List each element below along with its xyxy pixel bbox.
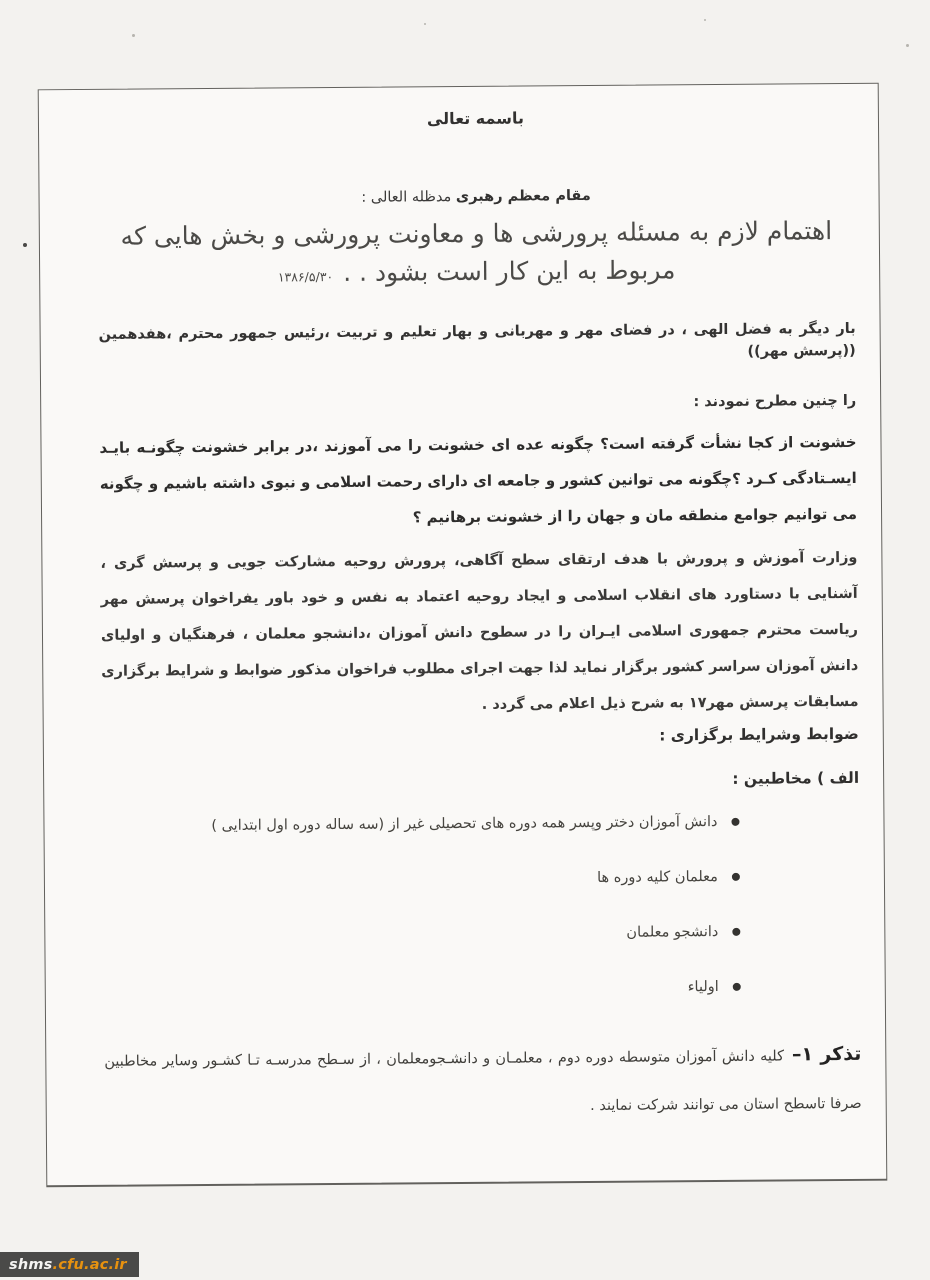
scan-speckle (132, 34, 135, 37)
salutation-line (97, 184, 854, 210)
watermark-badge (0, 1252, 139, 1277)
ministry-paragraph: وزارت آموزش و پرورش با هدف ارتقای سطح آگاهی، پرورش روحیه مشارکت جویی و پرسش گری ، آشنایی با دستاورد های انقلاب اسلامی و ایجاد روحیه اعتماد به نفس و خود باور یفراخوان پرسش مهر ریاست محترم جمهوری اسلامی ایـران را در سطوح دانش آموزان ،دانشجو معلمان ، فرهنگیان و اولیای دانش آموزان سراسر کشور برگزار نماید لذا جهت اجرای مطلوب فراخوان مذکور ضوابط و شرایط برگزاری مسابقات پرسش مهر۱۷ به شرح ذیل اعلام می گردد . (100, 549, 859, 713)
directive-title-line2: مربوط به این کار است بشود . .۱۳۸۶/۵/۳۰ (277, 255, 676, 287)
bismillah-heading: باسمه تعالی (426, 108, 525, 129)
intro-continuation-line: را چنین مطرح نمودند : (693, 392, 857, 411)
directive-title (98, 212, 856, 298)
scan-speckle (906, 44, 909, 47)
audience-item-teachers: معلمان کلیه دوره ها (103, 866, 742, 893)
stray-dot-left-margin (23, 243, 27, 247)
salutation-title: مقام معظم رهبری (455, 187, 591, 206)
note-paragraph (104, 1030, 862, 1134)
audience-heading: الف ) مخاطبین : (732, 768, 860, 788)
intro-paragraph: بار دیگر به فضل الهی ، در فضای مهر و مهربانی و بهار تعلیم و تربیت ،رئیس جمهور محترم ،هفدهمین ((پرسش مهر)) (98, 320, 856, 360)
scan-speckle (424, 23, 426, 25)
note-label: تذکر ۱– (791, 1042, 862, 1066)
note-text: کلیه دانش آموزان متوسطه دوره دوم ، معلمـان و دانشـجومعلمان ، از سـطح مدرسـه تـا کشـور وسایر مخاطبین صرفا تاسطح استان می توانند شرکت نمایند . (104, 1048, 862, 1115)
audience-item-students: دانش آموزان دختر وپسر همه دوره های تحصیلی غیر از (سه ساله دوره اول ابتدایی ) (102, 811, 741, 838)
page-content (39, 84, 887, 1186)
page-frame (38, 83, 888, 1188)
watermark-prefix: shms (9, 1256, 53, 1273)
audience-list (102, 811, 742, 1003)
audience-item-parents: اولیاء (104, 976, 743, 1003)
question-paragraph: خشونت از کجا نشأت گرفته است؟ چگونه عده ای خشونت را می آموزند ،در برابر خشونت چگونـه بایـد ایسـتادگی کـرد ؟چگونه می توانین کشور و جامعه ای دارای رحمت اسلامی و نبوی داشته باشیم و چگونه می توانیم جوامع منطقه مان و جهان را از خشونت برهانیم ؟ (99, 432, 858, 527)
directive-title-line1: اهتمام لازم به مسئله پرورشی ها و معاونت پرورشی و بخش هایی که (120, 216, 833, 251)
audience-item-student-teachers: دانشجو معلمان (103, 921, 742, 948)
watermark-suffix: .cfu.ac.ir (52, 1256, 127, 1273)
directive-date: ۱۳۸۶/۵/۳۰ (277, 269, 334, 285)
salutation-honorific: مدظله العالی : (361, 189, 456, 206)
section-heading-terms: ضوابط وشرایط برگزاری : (659, 724, 859, 745)
scan-speckle (704, 19, 706, 21)
